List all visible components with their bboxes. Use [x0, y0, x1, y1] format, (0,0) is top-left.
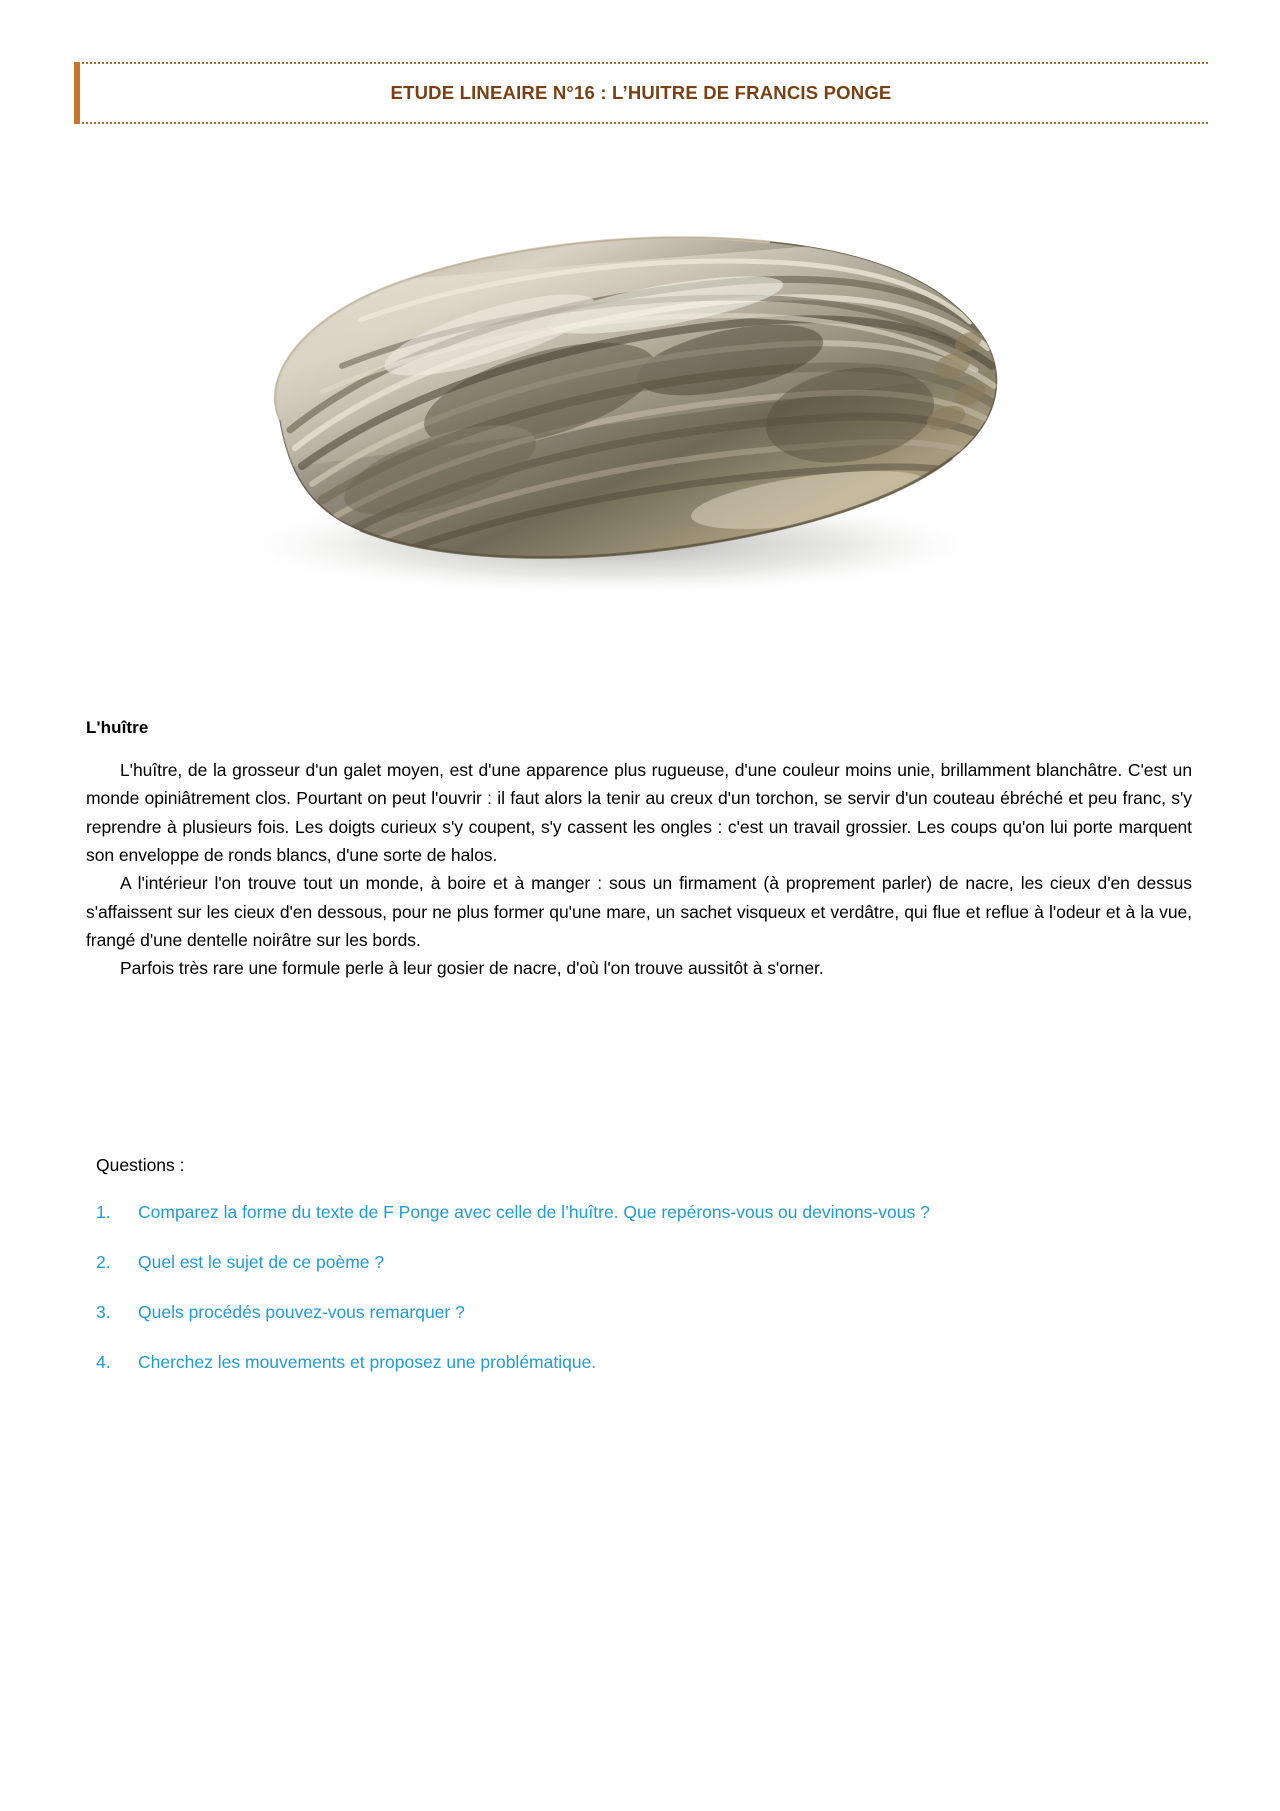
question-text: Comparez la forme du texte de F Ponge avec celle de l’huître. Que repérons-vous ou devinons-vous ? — [138, 1202, 930, 1222]
question-number: 3. — [96, 1302, 111, 1322]
page-title: ETUDE LINEAIRE N°16 : L’HUITRE DE FRANCIS PONGE — [390, 82, 892, 103]
poem-paragraph: A l'intérieur l'on trouve tout un monde, à boire et à manger : sous un firmament (à proprement parler) de nacre, les cieux d'en dessus s'affaissent sur les cieux d'en dessous, pour ne plus former qu'une mare, un sachet visqueux et verdâtre, qui flue et reflue à l'odeur et à la vue, frangé d'une dentelle noirâtre sur les bords. — [86, 873, 1192, 951]
question-text: Quels procédés pouvez-vous remarquer ? — [138, 1302, 465, 1322]
question-number: 2. — [96, 1252, 111, 1272]
question-text: Quel est le sujet de ce poème ? — [138, 1252, 385, 1272]
question-text: Cherchez les mouvements et proposez une problématique. — [138, 1352, 597, 1372]
document-header — [74, 62, 1208, 124]
list-item — [96, 1252, 1196, 1273]
question-number: 1. — [96, 1202, 111, 1222]
poem-title: L'huître — [86, 718, 149, 737]
list-item — [96, 1302, 1196, 1323]
poem-paragraph: Parfois très rare une formule perle à leur gosier de nacre, d'où l'on trouve aussitôt à s'orner. — [120, 958, 824, 979]
question-number: 4. — [96, 1352, 111, 1372]
questions-label: Questions : — [96, 1155, 185, 1175]
poem-body — [86, 718, 1192, 983]
poem-paragraph: L'huître, de la grosseur d'un galet moyen, est d'une apparence plus rugueuse, d'une couleur moins unie, brillamment blanchâtre. C'est un monde opiniâtrement clos. Pourtant on peut l'ouvrir : il faut alors la tenir au creux d'un torchon, se servir d'un couteau ébréché et peu franc, s'y reprendre à plusieurs fois. Les doigts curieux s'y coupent, s'y cassent les ongles : c'est un travail grossier. Les coups qu'on lui porte marquent son enveloppe de ronds blancs, d'une sorte de halos. — [86, 760, 1192, 866]
questions-section — [96, 1155, 1196, 1402]
oyster-image — [90, 160, 1100, 590]
list-item — [96, 1352, 1196, 1373]
list-item — [96, 1202, 1196, 1223]
oyster-illustration — [90, 160, 1100, 590]
questions-list — [96, 1202, 1196, 1373]
